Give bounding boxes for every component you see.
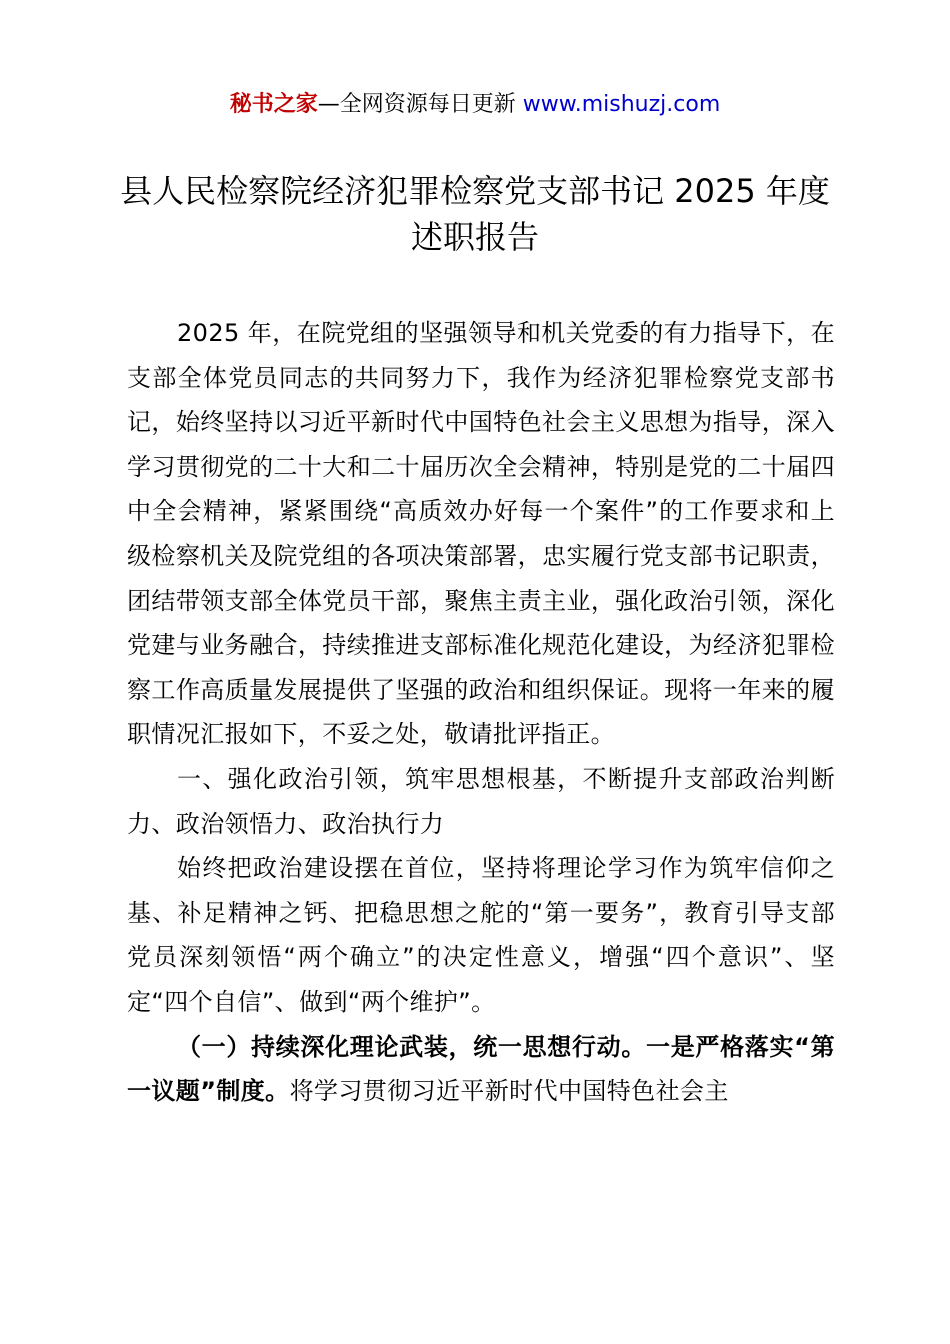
subsection-paragraph <box>127 1025 835 1114</box>
subsection-text: 将学习贯彻习近平新时代中国特色社会主 <box>289 1077 729 1106</box>
subsection-heading: （一）持续深化理论武装，统一思想行动。一是严格落实“第一议题”制度。 <box>127 1032 835 1106</box>
site-header <box>0 88 950 122</box>
section-1-paragraph: 始终把政治建设摆在首位，坚持将理论学习作为筑牢信仰之基、补足精神之钙、把稳思想之舵的“第一要务”，教育引导支部党员深刻领悟“两个确立”的决定性意义，增强“四个意识”、坚定“四个自信”、做到“两个维护”。 <box>127 854 835 1016</box>
section-heading-1: 一、强化政治引领，筑牢思想根基，不断提升支部政治判断力、政治领悟力、政治执行力 <box>127 764 835 838</box>
document-body <box>127 311 835 1114</box>
document-title: 县人民检察院经济犯罪检察党支部书记 2025 年度述职报告 <box>120 172 830 256</box>
header-tagline: —全网资源每日更新 <box>317 92 523 117</box>
brand-name: 秘书之家 <box>229 92 318 117</box>
site-url-link[interactable]: www.mishuzj.com <box>522 92 721 117</box>
intro-paragraph: 2025 年，在院党组的坚强领导和机关党委的有力指导下，在支部全体党员同志的共同努力下，我作为经济犯罪检察党支部书记，始终坚持以习近平新时代中国特色社会主义思想为指导，深入学习贯彻党的二十大和二十届历次全会精神，特别是党的二十届四中全会精神，紧紧围绕“高质效办好每一个案件”的工作要求和上级检察机关及院党组的各项决策部署，忠实履行党支部书记职责，团结带领支部全体党员干部，聚焦主责主业，强化政治引领，深化党建与业务融合，持续推进支部标准化规范化建设，为经济犯罪检察工作高质量发展提供了坚强的政治和组织保证。现将一年来的履职情况汇报如下，不妥之处，敬请批评指正。 <box>127 319 835 749</box>
